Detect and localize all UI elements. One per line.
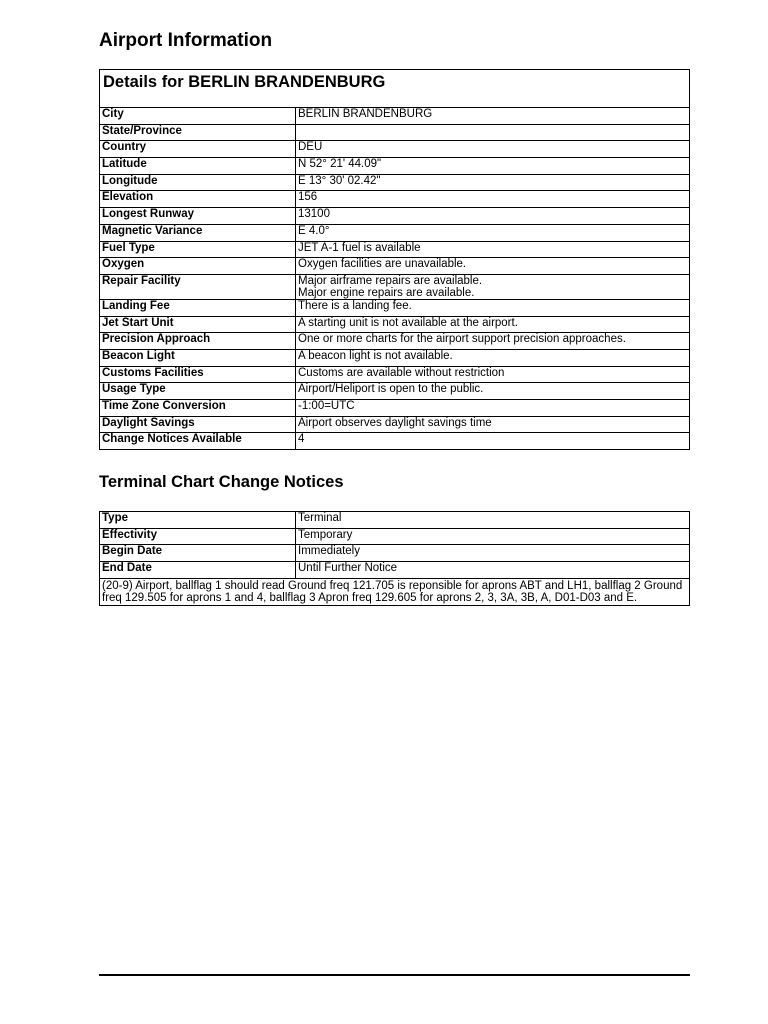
- table-row: [100, 191, 689, 208]
- table-row: [100, 545, 689, 562]
- row-label: Oxygen: [100, 258, 296, 275]
- change-notice-panel: [99, 511, 690, 606]
- row-value: 156: [296, 191, 690, 208]
- airport-details-panel: [99, 69, 690, 450]
- row-value: DEU: [296, 141, 690, 158]
- row-label: Customs Facilities: [100, 366, 296, 383]
- row-label: Country: [100, 141, 296, 158]
- table-row: [100, 333, 689, 350]
- table-row: [100, 349, 689, 366]
- row-value: One or more charts for the airport support precision approaches.: [296, 333, 690, 350]
- table-row: [100, 383, 689, 400]
- row-value: Customs are available without restriction: [296, 366, 690, 383]
- footer-divider: [99, 974, 690, 976]
- row-label: Effectivity: [100, 528, 296, 545]
- row-label: Begin Date: [100, 545, 296, 562]
- row-label: Daylight Savings: [100, 416, 296, 433]
- row-value: Oxygen facilities are unavailable.: [296, 258, 690, 275]
- table-row: [100, 224, 689, 241]
- table-row: [100, 512, 689, 528]
- row-value: E 4.0°: [296, 224, 690, 241]
- table-row: [100, 400, 689, 417]
- table-row: [100, 416, 689, 433]
- row-label: Time Zone Conversion: [100, 400, 296, 417]
- row-label: Beacon Light: [100, 349, 296, 366]
- table-row: [100, 108, 689, 124]
- table-row: [100, 241, 689, 258]
- row-value: Immediately: [296, 545, 690, 562]
- table-row: [100, 562, 689, 579]
- table-row: [100, 174, 689, 191]
- row-value: E 13° 30' 02.42": [296, 174, 690, 191]
- row-label: Fuel Type: [100, 241, 296, 258]
- row-label: Type: [100, 512, 296, 528]
- row-label: Precision Approach: [100, 333, 296, 350]
- row-value: Temporary: [296, 528, 690, 545]
- details-heading: Details for BERLIN BRANDENBURG: [100, 70, 689, 108]
- table-row: [100, 578, 689, 605]
- row-label: State/Province: [100, 124, 296, 141]
- row-label: Longitude: [100, 174, 296, 191]
- row-label: Change Notices Available: [100, 433, 296, 449]
- table-row: [100, 316, 689, 333]
- row-label: Latitude: [100, 158, 296, 175]
- table-row: [100, 141, 689, 158]
- row-value: BERLIN BRANDENBURG: [296, 108, 690, 124]
- row-value: Terminal: [296, 512, 690, 528]
- table-row: [100, 528, 689, 545]
- row-value: -1:00=UTC: [296, 400, 690, 417]
- row-label: Landing Fee: [100, 299, 296, 316]
- row-value: Until Further Notice: [296, 562, 690, 579]
- row-label: Jet Start Unit: [100, 316, 296, 333]
- table-row: [100, 299, 689, 316]
- row-label: End Date: [100, 562, 296, 579]
- table-row: [100, 158, 689, 175]
- row-value: A starting unit is not available at the airport.: [296, 316, 690, 333]
- table-row: [100, 433, 689, 449]
- row-value: Airport/Heliport is open to the public.: [296, 383, 690, 400]
- row-label: City: [100, 108, 296, 124]
- change-notices-heading: Terminal Chart Change Notices: [99, 473, 344, 491]
- notice-description: (20-9) Airport, ballflag 1 should read Ground freq 121.705 is reponsible for aprons ABT and LH1, ballflag 2 Ground freq 129.505 for aprons 1 and 4, ballflag 3 Apron freq 129.605 for aprons 2, 3, 3A, 3B, A, D01-D03 and E.: [100, 578, 689, 605]
- row-value: Airport observes daylight savings time: [296, 416, 690, 433]
- details-table: [100, 108, 689, 449]
- row-label: Repair Facility: [100, 274, 296, 299]
- table-row: [100, 274, 689, 299]
- row-value-line: Major airframe repairs are available.: [298, 274, 483, 287]
- row-label: Magnetic Variance: [100, 224, 296, 241]
- row-value: 4: [296, 433, 690, 449]
- row-label: Elevation: [100, 191, 296, 208]
- row-label: Longest Runway: [100, 208, 296, 225]
- row-value: N 52° 21' 44.09": [296, 158, 690, 175]
- row-value: There is a landing fee.: [296, 299, 690, 316]
- table-row: [100, 208, 689, 225]
- row-value: JET A-1 fuel is available: [296, 241, 690, 258]
- table-row: [100, 258, 689, 275]
- row-value: [296, 124, 690, 141]
- row-value: [296, 274, 690, 299]
- row-label: Usage Type: [100, 383, 296, 400]
- table-row: [100, 124, 689, 141]
- row-value: A beacon light is not available.: [296, 349, 690, 366]
- change-notice-table: [100, 512, 689, 605]
- row-value-line: Major engine repairs are available.: [298, 286, 475, 299]
- page-title: Airport Information: [99, 30, 273, 51]
- table-row: [100, 366, 689, 383]
- row-value: 13100: [296, 208, 690, 225]
